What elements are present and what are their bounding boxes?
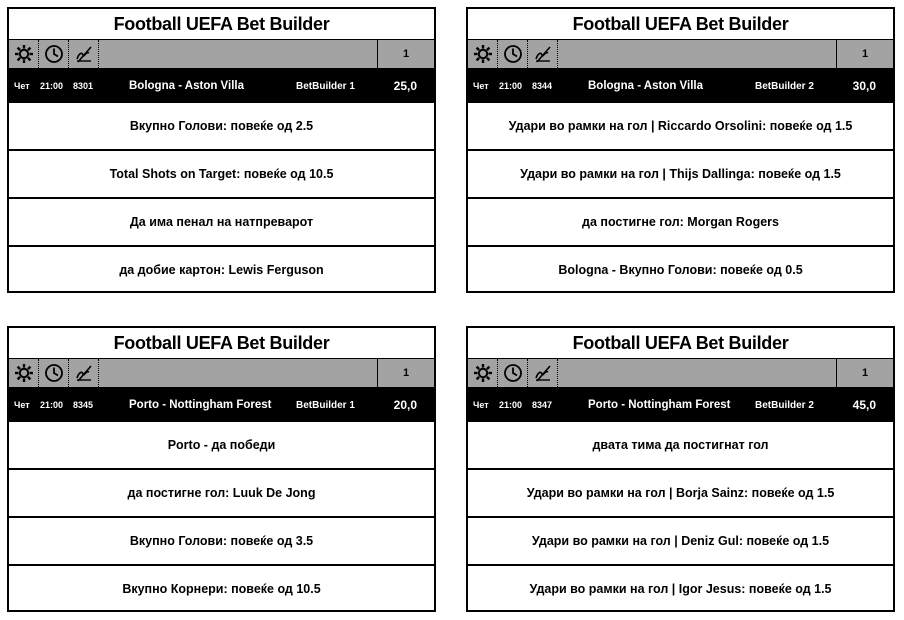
selection-count: 1: [861, 367, 869, 379]
no-signature-button[interactable]: [69, 40, 99, 68]
no-signature-button[interactable]: [528, 40, 558, 68]
settings-button[interactable]: [9, 359, 39, 387]
selection-count: 1: [402, 48, 410, 60]
card-toolbar: [9, 39, 434, 69]
selection-row: двата тима да постигнат гол: [592, 438, 769, 452]
selection-row: Да има пенал на натпреварот: [9, 197, 434, 245]
settings-button[interactable]: [9, 40, 39, 68]
selection-row: да добие картон: Lewis Ferguson: [9, 245, 434, 293]
clock-icon: [44, 363, 64, 383]
selection-row: Удари во рамки на гол | Thijs Dallinga: повеќе од 1.5: [468, 149, 893, 197]
selection-row: Вкупно Голови: повеќе од 3.5: [9, 516, 434, 564]
settings-button[interactable]: [468, 359, 498, 387]
match-day: Чет: [14, 400, 30, 410]
odds-value: 20,0: [393, 398, 417, 412]
selection-row: да постигне гол: Luuk De Jong: [9, 468, 434, 516]
bet-builder-card: [7, 326, 436, 612]
match-bar: [468, 69, 893, 103]
bet-builder-card: [7, 7, 436, 293]
match-teams: Porto - Nottingham Forest: [129, 399, 272, 411]
card-title: Football UEFA Bet Builder: [113, 333, 330, 353]
match-teams: Bologna - Aston Villa: [129, 80, 245, 92]
settings-icon: [14, 363, 34, 383]
selection-count: 1: [861, 48, 869, 60]
no-signature-icon: [533, 363, 553, 383]
clock-icon: [503, 363, 523, 383]
toolbar-spacer: [558, 359, 837, 387]
selection-row: Total Shots on Target: повеќе од 10.5: [9, 149, 434, 197]
clock-icon: [44, 44, 64, 64]
match-time: 21:00: [499, 400, 523, 410]
match-code: 8301: [73, 81, 94, 91]
no-signature-icon: [533, 44, 553, 64]
selection-row: Удари во рамки на гол | Igor Jesus: повеќе од 1.5: [468, 564, 893, 612]
match-bar: [9, 388, 434, 422]
selection-row: Удари во рамки на гол | Riccardo Orsolini: повеќе од 1.5: [508, 119, 853, 133]
odds-value: 25,0: [393, 79, 417, 93]
no-signature-icon: [74, 363, 94, 383]
match-day: Чет: [473, 81, 489, 91]
clock-button[interactable]: [498, 40, 528, 68]
match-day: Чет: [14, 81, 30, 91]
match-teams: Bologna - Aston Villa: [588, 80, 704, 92]
selection-row: Porto - да победи: [167, 438, 276, 452]
match-day: Чет: [473, 400, 489, 410]
card-toolbar: [9, 358, 434, 388]
card-title: Football UEFA Bet Builder: [113, 14, 330, 34]
selection-row: Удари во рамки на гол | Borja Sainz: повеќе од 1.5: [468, 468, 893, 516]
match-code: 8344: [532, 81, 553, 91]
match-time: 21:00: [40, 81, 64, 91]
selection-row: Вкупно Корнери: повеќе од 10.5: [9, 564, 434, 612]
odds-value: 30,0: [852, 79, 876, 93]
bet-builder-label: BetBuilder 2: [755, 80, 814, 92]
clock-icon: [503, 44, 523, 64]
toolbar-spacer: [99, 40, 378, 68]
odds-value: 45,0: [852, 398, 876, 412]
no-signature-button[interactable]: [528, 359, 558, 387]
settings-icon: [14, 44, 34, 64]
card-toolbar: [468, 358, 893, 388]
no-signature-button[interactable]: [69, 359, 99, 387]
toolbar-spacer: [558, 40, 837, 68]
match-bar: [9, 69, 434, 103]
bet-builder-card: [466, 326, 895, 612]
selection-row: Вкупно Голови: повеќе од 2.5: [129, 119, 314, 133]
card-toolbar: [468, 39, 893, 69]
match-time: 21:00: [40, 400, 64, 410]
bet-builder-label: BetBuilder 1: [296, 80, 355, 92]
settings-icon: [473, 363, 493, 383]
selection-row: да постигне гол: Morgan Rogers: [468, 197, 893, 245]
match-teams: Porto - Nottingham Forest: [588, 399, 731, 411]
card-title: Football UEFA Bet Builder: [572, 14, 789, 34]
card-title: Football UEFA Bet Builder: [572, 333, 789, 353]
toolbar-spacer: [99, 359, 378, 387]
match-time: 21:00: [499, 81, 523, 91]
clock-button[interactable]: [498, 359, 528, 387]
settings-button[interactable]: [468, 40, 498, 68]
no-signature-icon: [74, 44, 94, 64]
selection-row: Bologna - Вкупно Голови: повеќе од 0.5: [468, 245, 893, 293]
bet-builder-card: [466, 7, 895, 293]
selection-row: Удари во рамки на гол | Deniz Gul: повеќе од 1.5: [468, 516, 893, 564]
match-code: 8345: [73, 400, 94, 410]
bet-builder-label: BetBuilder 2: [755, 399, 814, 411]
settings-icon: [473, 44, 493, 64]
match-bar: [468, 388, 893, 422]
bet-builder-label: BetBuilder 1: [296, 399, 355, 411]
clock-button[interactable]: [39, 40, 69, 68]
match-code: 8347: [532, 400, 553, 410]
clock-button[interactable]: [39, 359, 69, 387]
selection-count: 1: [402, 367, 410, 379]
